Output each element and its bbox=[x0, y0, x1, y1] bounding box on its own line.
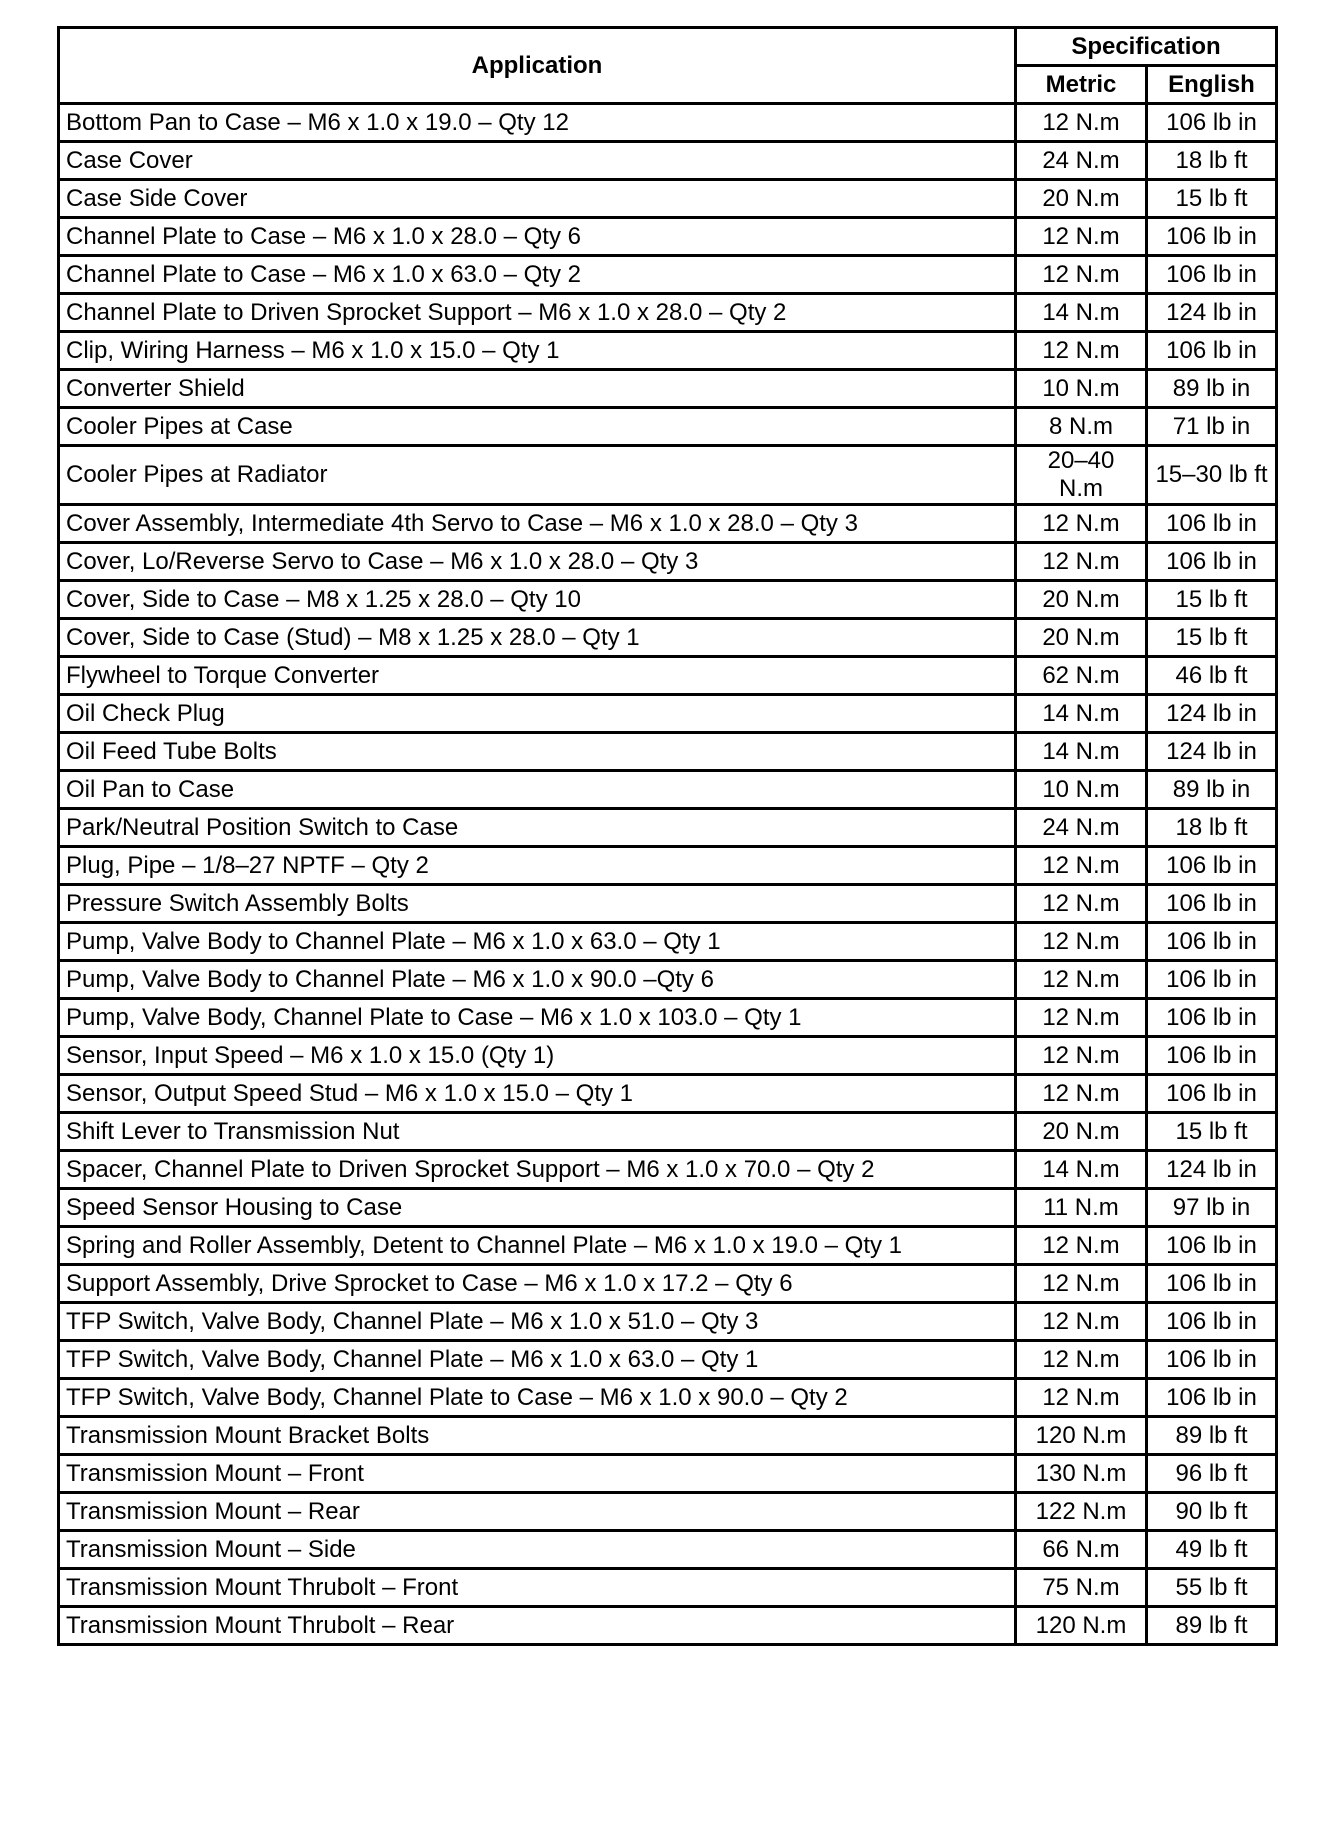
cell-english: 96 lb ft bbox=[1147, 1455, 1277, 1493]
cell-metric: 12 N.m bbox=[1016, 847, 1147, 885]
cell-metric: 12 N.m bbox=[1016, 1037, 1147, 1075]
cell-english: 124 lb in bbox=[1147, 695, 1277, 733]
cell-application: Channel Plate to Case – M6 x 1.0 x 28.0 – Qty 6 bbox=[59, 218, 1016, 256]
cell-metric: 12 N.m bbox=[1016, 218, 1147, 256]
cell-metric: 122 N.m bbox=[1016, 1493, 1147, 1531]
cell-application: Pump, Valve Body to Channel Plate – M6 x 1.0 x 90.0 –Qty 6 bbox=[59, 961, 1016, 999]
cell-application: Cover, Lo/Reverse Servo to Case – M6 x 1.0 x 28.0 – Qty 3 bbox=[59, 543, 1016, 581]
cell-application: Clip, Wiring Harness – M6 x 1.0 x 15.0 – Qty 1 bbox=[59, 332, 1016, 370]
cell-english: 106 lb in bbox=[1147, 1227, 1277, 1265]
cell-english: 106 lb in bbox=[1147, 218, 1277, 256]
cell-application: TFP Switch, Valve Body, Channel Plate – M6 x 1.0 x 51.0 – Qty 3 bbox=[59, 1303, 1016, 1341]
table-row bbox=[59, 1455, 1277, 1493]
cell-metric: 10 N.m bbox=[1016, 370, 1147, 408]
cell-english: 106 lb in bbox=[1147, 505, 1277, 543]
cell-english: 106 lb in bbox=[1147, 104, 1277, 142]
table-row bbox=[59, 370, 1277, 408]
cell-metric: 11 N.m bbox=[1016, 1189, 1147, 1227]
cell-application: Sensor, Input Speed – M6 x 1.0 x 15.0 (Qty 1) bbox=[59, 1037, 1016, 1075]
cell-english: 124 lb in bbox=[1147, 1151, 1277, 1189]
cell-application: Cooler Pipes at Case bbox=[59, 408, 1016, 446]
table-row bbox=[59, 885, 1277, 923]
table-row bbox=[59, 446, 1277, 505]
cell-metric: 12 N.m bbox=[1016, 1341, 1147, 1379]
cell-application: Transmission Mount – Side bbox=[59, 1531, 1016, 1569]
cell-metric: 12 N.m bbox=[1016, 961, 1147, 999]
cell-english: 15 lb ft bbox=[1147, 1113, 1277, 1151]
cell-english: 106 lb in bbox=[1147, 1037, 1277, 1075]
cell-metric: 12 N.m bbox=[1016, 1303, 1147, 1341]
cell-application: Transmission Mount – Front bbox=[59, 1455, 1016, 1493]
cell-metric: 8 N.m bbox=[1016, 408, 1147, 446]
cell-metric: 12 N.m bbox=[1016, 923, 1147, 961]
cell-english: 89 lb in bbox=[1147, 771, 1277, 809]
cell-english: 90 lb ft bbox=[1147, 1493, 1277, 1531]
cell-english: 106 lb in bbox=[1147, 256, 1277, 294]
cell-english: 106 lb in bbox=[1147, 1265, 1277, 1303]
cell-metric: 20 N.m bbox=[1016, 581, 1147, 619]
table-row bbox=[59, 999, 1277, 1037]
cell-english: 49 lb ft bbox=[1147, 1531, 1277, 1569]
cell-english: 106 lb in bbox=[1147, 999, 1277, 1037]
table-row bbox=[59, 1341, 1277, 1379]
table-row bbox=[59, 695, 1277, 733]
cell-english: 106 lb in bbox=[1147, 961, 1277, 999]
cell-metric: 130 N.m bbox=[1016, 1455, 1147, 1493]
table-row bbox=[59, 180, 1277, 218]
cell-metric: 20 N.m bbox=[1016, 619, 1147, 657]
header-metric: Metric bbox=[1016, 66, 1147, 104]
cell-application: Case Side Cover bbox=[59, 180, 1016, 218]
table-row bbox=[59, 505, 1277, 543]
cell-english: 18 lb ft bbox=[1147, 142, 1277, 180]
cell-english: 15–30 lb ft bbox=[1147, 446, 1277, 505]
cell-metric: 14 N.m bbox=[1016, 294, 1147, 332]
cell-metric: 12 N.m bbox=[1016, 256, 1147, 294]
cell-application: Spring and Roller Assembly, Detent to Channel Plate – M6 x 1.0 x 19.0 – Qty 1 bbox=[59, 1227, 1016, 1265]
cell-metric: 20 N.m bbox=[1016, 1113, 1147, 1151]
table-row bbox=[59, 1607, 1277, 1645]
cell-application: Pressure Switch Assembly Bolts bbox=[59, 885, 1016, 923]
cell-english: 55 lb ft bbox=[1147, 1569, 1277, 1607]
table-row bbox=[59, 923, 1277, 961]
cell-english: 106 lb in bbox=[1147, 1379, 1277, 1417]
cell-application: Park/Neutral Position Switch to Case bbox=[59, 809, 1016, 847]
cell-metric: 12 N.m bbox=[1016, 332, 1147, 370]
table-row bbox=[59, 1265, 1277, 1303]
cell-english: 106 lb in bbox=[1147, 885, 1277, 923]
table-row bbox=[59, 142, 1277, 180]
header-english: English bbox=[1147, 66, 1277, 104]
cell-english: 89 lb ft bbox=[1147, 1417, 1277, 1455]
header-specification: Specification bbox=[1016, 28, 1277, 66]
cell-metric: 24 N.m bbox=[1016, 809, 1147, 847]
cell-metric: 20 N.m bbox=[1016, 180, 1147, 218]
cell-metric: 12 N.m bbox=[1016, 1227, 1147, 1265]
table-row bbox=[59, 1113, 1277, 1151]
cell-english: 106 lb in bbox=[1147, 1303, 1277, 1341]
cell-english: 89 lb ft bbox=[1147, 1607, 1277, 1645]
cell-metric: 14 N.m bbox=[1016, 1151, 1147, 1189]
cell-metric: 120 N.m bbox=[1016, 1417, 1147, 1455]
cell-metric: 12 N.m bbox=[1016, 1265, 1147, 1303]
cell-english: 18 lb ft bbox=[1147, 809, 1277, 847]
table-row bbox=[59, 1037, 1277, 1075]
cell-english: 106 lb in bbox=[1147, 847, 1277, 885]
cell-english: 106 lb in bbox=[1147, 543, 1277, 581]
cell-application: Plug, Pipe – 1/8–27 NPTF – Qty 2 bbox=[59, 847, 1016, 885]
cell-application: Oil Feed Tube Bolts bbox=[59, 733, 1016, 771]
table-row bbox=[59, 294, 1277, 332]
table-row bbox=[59, 1227, 1277, 1265]
cell-metric: 12 N.m bbox=[1016, 1379, 1147, 1417]
cell-application: Cover, Side to Case (Stud) – M8 x 1.25 x 28.0 – Qty 1 bbox=[59, 619, 1016, 657]
cell-application: Oil Pan to Case bbox=[59, 771, 1016, 809]
cell-application: Channel Plate to Driven Sprocket Support – M6 x 1.0 x 28.0 – Qty 2 bbox=[59, 294, 1016, 332]
cell-metric: 12 N.m bbox=[1016, 1075, 1147, 1113]
table-row bbox=[59, 1075, 1277, 1113]
cell-metric: 24 N.m bbox=[1016, 142, 1147, 180]
cell-english: 97 lb in bbox=[1147, 1189, 1277, 1227]
table-row bbox=[59, 809, 1277, 847]
cell-metric: 14 N.m bbox=[1016, 733, 1147, 771]
cell-metric: 12 N.m bbox=[1016, 104, 1147, 142]
cell-metric: 12 N.m bbox=[1016, 543, 1147, 581]
header-application: Application bbox=[59, 28, 1016, 104]
cell-english: 71 lb in bbox=[1147, 408, 1277, 446]
cell-english: 124 lb in bbox=[1147, 733, 1277, 771]
cell-metric: 12 N.m bbox=[1016, 505, 1147, 543]
cell-metric: 12 N.m bbox=[1016, 999, 1147, 1037]
cell-english: 124 lb in bbox=[1147, 294, 1277, 332]
cell-application: Sensor, Output Speed Stud – M6 x 1.0 x 15.0 – Qty 1 bbox=[59, 1075, 1016, 1113]
cell-english: 106 lb in bbox=[1147, 1341, 1277, 1379]
table-row bbox=[59, 961, 1277, 999]
cell-application: Case Cover bbox=[59, 142, 1016, 180]
cell-application: Support Assembly, Drive Sprocket to Case – M6 x 1.0 x 17.2 – Qty 6 bbox=[59, 1265, 1016, 1303]
cell-metric: 12 N.m bbox=[1016, 885, 1147, 923]
cell-metric: 62 N.m bbox=[1016, 657, 1147, 695]
table-row bbox=[59, 256, 1277, 294]
cell-english: 106 lb in bbox=[1147, 332, 1277, 370]
table-row bbox=[59, 1379, 1277, 1417]
cell-metric: 20–40 N.m bbox=[1016, 446, 1147, 505]
cell-english: 106 lb in bbox=[1147, 1075, 1277, 1113]
cell-english: 15 lb ft bbox=[1147, 180, 1277, 218]
cell-metric: 10 N.m bbox=[1016, 771, 1147, 809]
table-row bbox=[59, 332, 1277, 370]
cell-application: Converter Shield bbox=[59, 370, 1016, 408]
cell-application: Channel Plate to Case – M6 x 1.0 x 63.0 – Qty 2 bbox=[59, 256, 1016, 294]
torque-spec-table bbox=[57, 26, 1278, 1646]
cell-metric: 66 N.m bbox=[1016, 1531, 1147, 1569]
cell-application: Transmission Mount Bracket Bolts bbox=[59, 1417, 1016, 1455]
table-row bbox=[59, 1569, 1277, 1607]
table-row bbox=[59, 1151, 1277, 1189]
table-row bbox=[59, 218, 1277, 256]
cell-metric: 120 N.m bbox=[1016, 1607, 1147, 1645]
table-row bbox=[59, 1303, 1277, 1341]
cell-application: Oil Check Plug bbox=[59, 695, 1016, 733]
cell-metric: 14 N.m bbox=[1016, 695, 1147, 733]
table-row bbox=[59, 104, 1277, 142]
table-row bbox=[59, 1493, 1277, 1531]
table-row bbox=[59, 1531, 1277, 1569]
cell-application: Pump, Valve Body, Channel Plate to Case – M6 x 1.0 x 103.0 – Qty 1 bbox=[59, 999, 1016, 1037]
cell-application: TFP Switch, Valve Body, Channel Plate to Case – M6 x 1.0 x 90.0 – Qty 2 bbox=[59, 1379, 1016, 1417]
cell-metric: 75 N.m bbox=[1016, 1569, 1147, 1607]
table-row bbox=[59, 657, 1277, 695]
cell-application: Flywheel to Torque Converter bbox=[59, 657, 1016, 695]
table-row bbox=[59, 408, 1277, 446]
table-row bbox=[59, 771, 1277, 809]
table-row bbox=[59, 543, 1277, 581]
cell-application: Cover, Side to Case – M8 x 1.25 x 28.0 – Qty 10 bbox=[59, 581, 1016, 619]
cell-application: Transmission Mount Thrubolt – Front bbox=[59, 1569, 1016, 1607]
table-row bbox=[59, 1417, 1277, 1455]
table-row bbox=[59, 619, 1277, 657]
cell-application: Shift Lever to Transmission Nut bbox=[59, 1113, 1016, 1151]
cell-application: Bottom Pan to Case – M6 x 1.0 x 19.0 – Qty 12 bbox=[59, 104, 1016, 142]
table-row bbox=[59, 733, 1277, 771]
cell-application: Transmission Mount Thrubolt – Rear bbox=[59, 1607, 1016, 1645]
table-row bbox=[59, 847, 1277, 885]
cell-application: Cover Assembly, Intermediate 4th Servo to Case – M6 x 1.0 x 28.0 – Qty 3 bbox=[59, 505, 1016, 543]
cell-english: 15 lb ft bbox=[1147, 619, 1277, 657]
table-row bbox=[59, 581, 1277, 619]
table-row bbox=[59, 1189, 1277, 1227]
cell-english: 106 lb in bbox=[1147, 923, 1277, 961]
cell-application: Speed Sensor Housing to Case bbox=[59, 1189, 1016, 1227]
cell-application: Spacer, Channel Plate to Driven Sprocket Support – M6 x 1.0 x 70.0 – Qty 2 bbox=[59, 1151, 1016, 1189]
cell-application: Transmission Mount – Rear bbox=[59, 1493, 1016, 1531]
cell-application: TFP Switch, Valve Body, Channel Plate – M6 x 1.0 x 63.0 – Qty 1 bbox=[59, 1341, 1016, 1379]
cell-english: 46 lb ft bbox=[1147, 657, 1277, 695]
cell-english: 89 lb in bbox=[1147, 370, 1277, 408]
cell-application: Cooler Pipes at Radiator bbox=[59, 446, 1016, 505]
cell-application: Pump, Valve Body to Channel Plate – M6 x 1.0 x 63.0 – Qty 1 bbox=[59, 923, 1016, 961]
cell-english: 15 lb ft bbox=[1147, 581, 1277, 619]
